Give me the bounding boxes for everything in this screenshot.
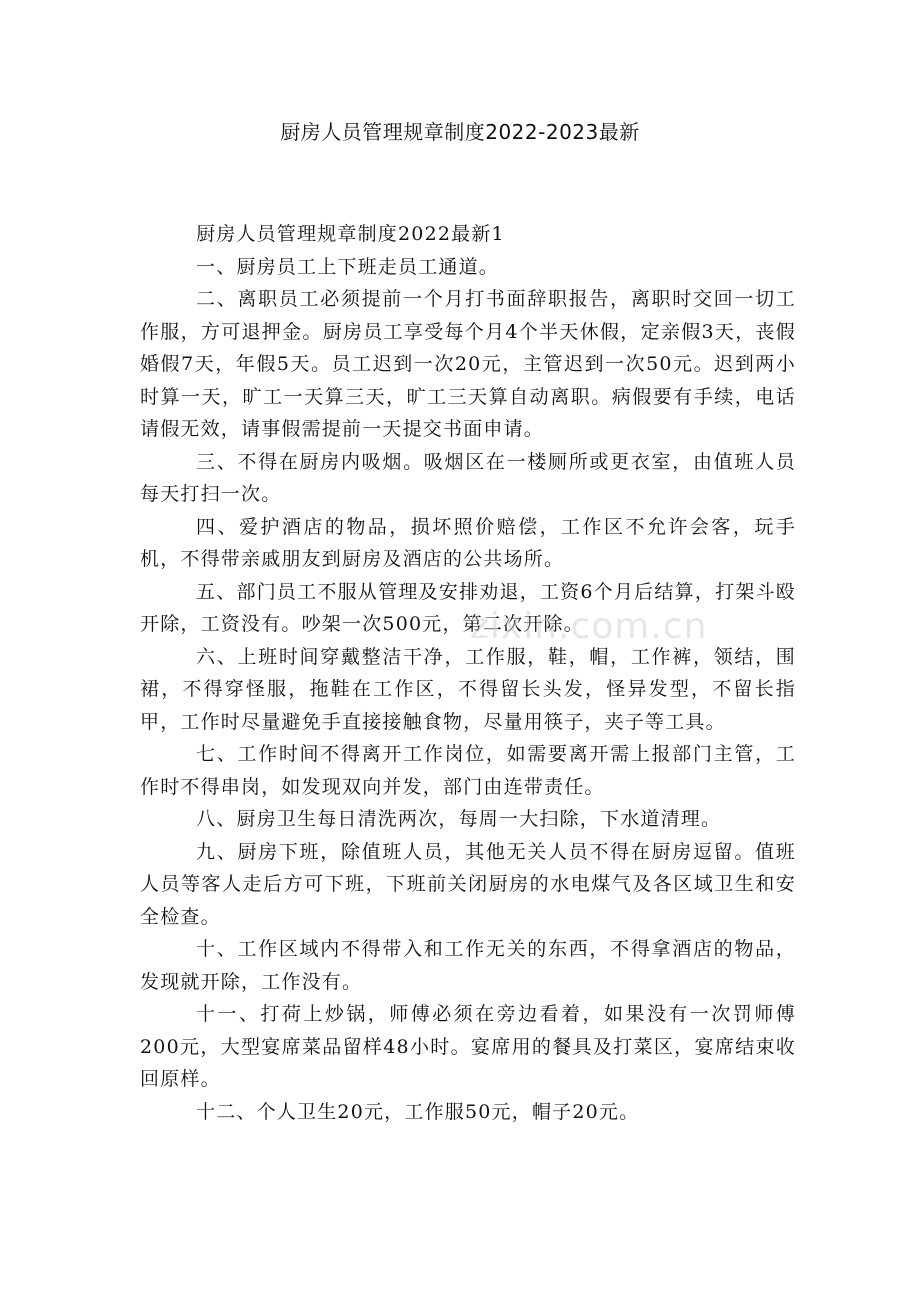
paragraph-rule-4: 四、爱护酒店的物品，损坏照价赔偿，工作区不允许会客，玩手机，不得带亲戚朋友到厨房及酒店的公共场所。 [140, 515, 796, 570]
paragraph-rule-12: 十二、个人卫生20元，工作服50元，帽子20元。 [196, 1100, 640, 1123]
paragraph-rule-8: 八、厨房卫生每日清洗两次，每周一大扫除，下水道清理。 [196, 808, 722, 830]
document-title: 厨房人员管理规章制度2022-2023最新 [280, 120, 640, 144]
paragraph-rule-10: 十、工作区域内不得带入和工作无关的东西，不得拿酒店的物品，发现就开除，工作没有。 [140, 938, 796, 993]
watermark-text: zixin.com.cn [470, 606, 708, 647]
paragraph-rule-1: 一、厨房员工上下班走员工通道。 [196, 255, 500, 278]
paragraph-rule-9: 九、厨房下班，除值班人员，其他无关人员不得在厨房逗留。值班人员等客人走后方可下班，下班前关闭厨房的水电煤气及各区域卫生和安全检查。 [140, 840, 796, 928]
paragraph-heading: 厨房人员管理规章制度2022最新1 [196, 223, 505, 245]
paragraph-rule-2: 二、离职员工必须提前一个月打书面辞职报告，离职时交回一切工作服，方可退押金。厨房员工享受每个月4个半天休假，定亲假3天，丧假婚假7天，年假5天。员工迟到一次20元，主管迟到一次50元。迟到两小时算一天，旷工一天算三天，旷工三天算自动离职。病假要有手续，电话请假无效，请事假需提前一天提交书面申请。 [140, 288, 796, 440]
paragraph-rule-5: 五、部门员工不服从管理及安排劝退，工资6个月后结算，打架斗殴开除，工资没有。吵架一次500元，第二次开除。 [140, 580, 796, 635]
paragraph-rule-6: 六、上班时间穿戴整洁干净，工作服，鞋，帽，工作裤，领结，围裙，不得穿怪服，拖鞋在工作区，不得留长头发，怪异发型，不留长指甲，工作时尽量避免手直接接触食物，尽量用筷子，夹子等工具。 [140, 645, 796, 733]
paragraph-rule-7: 七、工作时间不得离开工作岗位，如需要离开需上报部门主管，工作时不得串岗，如发现双向并发，部门由连带责任。 [140, 743, 796, 798]
paragraph-rule-11: 十一、打荷上炒锅，师傅必须在旁边看着，如果没有一次罚师傅200元，大型宴席菜品留样48小时。宴席用的餐具及打菜区，宴席结束收回原样。 [140, 1003, 796, 1090]
document-body [140, 218, 796, 1128]
paragraph-rule-3: 三、不得在厨房内吸烟。吸烟区在一楼厕所或更衣室，由值班人员每天打扫一次。 [140, 450, 796, 505]
